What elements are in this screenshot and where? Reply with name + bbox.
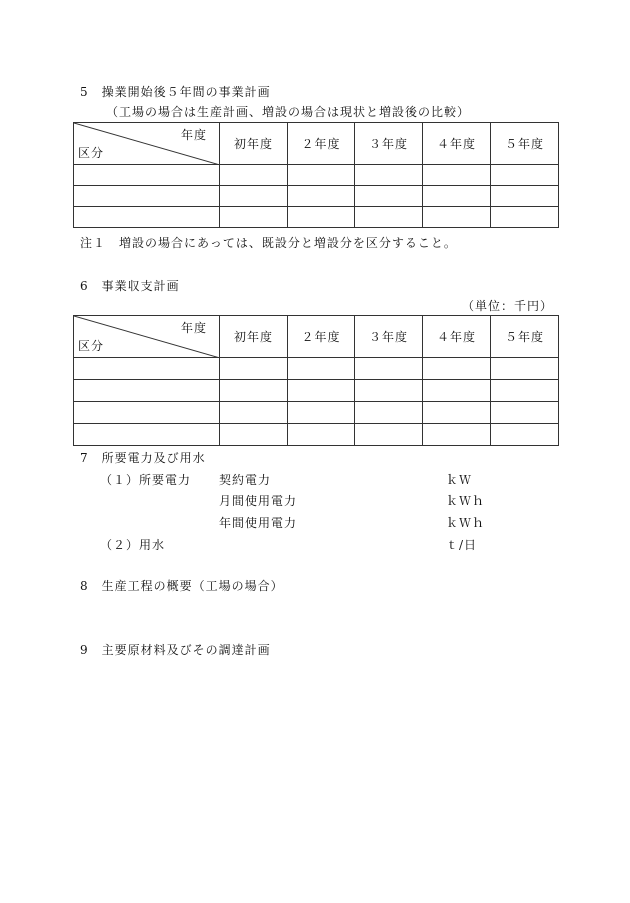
table-cell[interactable] <box>288 207 355 228</box>
section5-subtitle: （工場の場合は生産計画、増設の場合は現状と増設後の比較） <box>106 105 471 119</box>
monthly-power-label: 月間使用電力 <box>219 494 298 508</box>
column-header: ３年度 <box>355 123 423 165</box>
table-cell[interactable] <box>491 402 559 424</box>
table-cell[interactable] <box>74 402 220 424</box>
contract-power-label: 契約電力 <box>219 473 272 487</box>
section7-title: 7 所要電力及び用水 <box>80 451 206 465</box>
table-cell[interactable] <box>491 358 559 380</box>
table-cell[interactable] <box>491 424 559 446</box>
header-corner-cell <box>74 123 220 165</box>
table-cell[interactable] <box>220 402 288 424</box>
table-cell[interactable] <box>220 207 288 228</box>
table-cell[interactable] <box>355 358 423 380</box>
table-cell[interactable] <box>288 165 355 186</box>
column-header: ２年度 <box>288 123 355 165</box>
table-cell[interactable] <box>220 186 288 207</box>
table-cell[interactable] <box>74 207 220 228</box>
table-row <box>74 402 559 424</box>
table-cell[interactable] <box>74 380 220 402</box>
table-cell[interactable] <box>288 380 355 402</box>
water-unit: ｔ/日 <box>446 538 478 552</box>
section9-title: 9 主要原材料及びその調達計画 <box>80 643 271 657</box>
table-row <box>74 380 559 402</box>
table-cell[interactable] <box>288 358 355 380</box>
table-cell[interactable] <box>423 380 491 402</box>
header-corner-year: 年度 <box>180 128 207 142</box>
table-cell[interactable] <box>74 358 220 380</box>
section8-title: 8 生産工程の概要（工場の場合） <box>80 579 284 593</box>
table-cell[interactable] <box>423 207 491 228</box>
column-header: ４年度 <box>423 316 491 358</box>
column-header: ５年度 <box>491 316 559 358</box>
column-header: ５年度 <box>491 123 559 165</box>
table-cell[interactable] <box>220 380 288 402</box>
column-header: 初年度 <box>220 316 288 358</box>
table-cell[interactable] <box>355 165 423 186</box>
income-expense-table <box>73 315 559 446</box>
table-cell[interactable] <box>288 402 355 424</box>
table-cell[interactable] <box>220 165 288 186</box>
monthly-power-unit: ｋＷｈ <box>446 494 486 508</box>
table-row <box>74 165 559 186</box>
table-row <box>74 207 559 228</box>
table-cell[interactable] <box>74 424 220 446</box>
water-item-label: （２）用水 <box>100 538 166 552</box>
table-cell[interactable] <box>288 424 355 446</box>
header-corner-cell <box>74 316 220 358</box>
section5-title: 5 操業開始後５年間の事業計画 <box>80 85 271 99</box>
header-corner-category: 区分 <box>78 146 105 160</box>
column-header: ３年度 <box>355 316 423 358</box>
table-cell[interactable] <box>491 380 559 402</box>
table-cell[interactable] <box>491 165 559 186</box>
table-cell[interactable] <box>423 402 491 424</box>
section6-unit: （単位：千円） <box>462 299 554 313</box>
business-plan-table <box>73 122 559 228</box>
table-cell[interactable] <box>423 424 491 446</box>
table-cell[interactable] <box>355 186 423 207</box>
table-cell[interactable] <box>491 207 559 228</box>
table-cell[interactable] <box>423 186 491 207</box>
table-cell[interactable] <box>74 186 220 207</box>
table-cell[interactable] <box>355 380 423 402</box>
table-header-row <box>74 316 559 358</box>
yearly-power-label: 年間使用電力 <box>219 516 298 530</box>
column-header: ２年度 <box>288 316 355 358</box>
table-cell[interactable] <box>355 207 423 228</box>
section5-note: 注１ 増設の場合にあっては、既設分と増設分を区分すること。 <box>80 236 457 250</box>
table-cell[interactable] <box>355 402 423 424</box>
table-header-row <box>74 123 559 165</box>
table-cell[interactable] <box>423 165 491 186</box>
contract-power-unit: ｋＷ <box>446 473 473 487</box>
table-cell[interactable] <box>220 358 288 380</box>
header-corner-year: 年度 <box>180 321 207 335</box>
table-row <box>74 358 559 380</box>
column-header: ４年度 <box>423 123 491 165</box>
header-corner-category: 区分 <box>78 339 105 353</box>
table-row <box>74 186 559 207</box>
section6-title: 6 事業収支計画 <box>80 279 180 293</box>
table-row <box>74 424 559 446</box>
yearly-power-unit: ｋＷｈ <box>446 516 486 530</box>
table-cell[interactable] <box>491 186 559 207</box>
table-cell[interactable] <box>355 424 423 446</box>
table-cell[interactable] <box>423 358 491 380</box>
table-cell[interactable] <box>74 165 220 186</box>
table-cell[interactable] <box>288 186 355 207</box>
power-item-label: （１）所要電力 <box>100 473 192 487</box>
column-header: 初年度 <box>220 123 288 165</box>
table-cell[interactable] <box>220 424 288 446</box>
